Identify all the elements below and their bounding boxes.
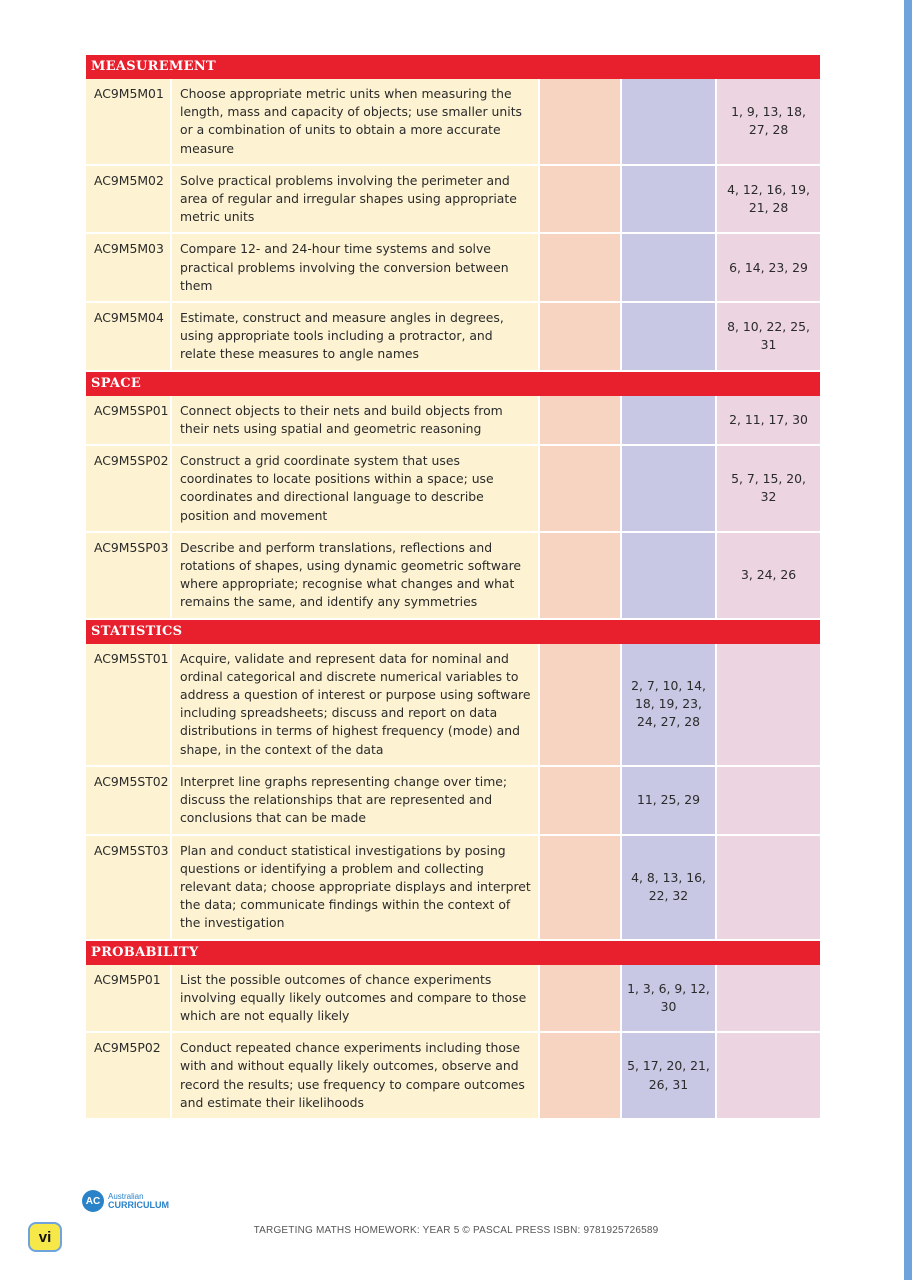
column-1-cell (540, 446, 622, 533)
column-1-cell (540, 303, 622, 372)
column-3-cell (717, 396, 820, 446)
outcome-code (86, 303, 172, 372)
outcome-code-text: AC9M5M02 (94, 172, 164, 188)
outcome-code (86, 965, 172, 1034)
column-2-cell (622, 1033, 717, 1120)
column-2-cell (622, 644, 717, 767)
section-title: PROBABILITY (86, 941, 820, 965)
outcome-description (172, 446, 540, 533)
outcome-description (172, 1033, 540, 1120)
outcome-description-text: Acquire, validate and represent data for nominal and ordinal categorical and discrete numerical variables to address a question of interest or purpose using software including spreadsheets; discuss and report on data distributions in terms of highest frequency (mode) and shape, in the context of the data (180, 650, 531, 757)
ac-logo-icon: AC (82, 1190, 104, 1212)
outcome-description-text: Describe and perform translations, reflections and rotations of shapes, using dynamic geometric software where appropriate; recognise what changes and what remains the same, and identify any symmetries (180, 539, 522, 610)
outcome-code (86, 1033, 172, 1120)
outcome-code (86, 446, 172, 533)
column-2-cell (622, 836, 717, 941)
outcome-description-text: Choose appropriate metric units when measuring the length, mass and capacity of objects; use smaller units or a combination of units to obtain a more accurate measure (180, 86, 523, 156)
outcome-description (172, 965, 540, 1034)
column-1-cell (540, 836, 622, 941)
column-3-cell (717, 166, 820, 235)
column-2-cell (622, 965, 717, 1034)
section-header-row (86, 55, 820, 79)
section-title: MEASUREMENT (86, 55, 820, 79)
table-row (86, 767, 820, 836)
column-1-cell (540, 1033, 622, 1120)
column-1-cell (540, 533, 622, 620)
column-3-cell-text: 4, 12, 16, 19, 21, 28 (727, 181, 810, 216)
column-3-cell (717, 1033, 820, 1120)
table-row (86, 644, 820, 767)
column-3-cell (717, 234, 820, 303)
column-2-cell-text: 4, 8, 13, 16, 22, 32 (631, 869, 706, 903)
outcome-description-text: Interpret line graphs representing change over time; discuss the relationships that are represented and conclusions that can be made (180, 773, 508, 826)
outcome-description-text: List the possible outcomes of chance experiments involving equally likely outcomes and compare to those which are not equally likely (180, 971, 527, 1023)
column-1-cell (540, 234, 622, 303)
column-3-cell-text: 3, 24, 26 (740, 567, 797, 583)
logo-line2: CURRICULUM (108, 1200, 169, 1210)
column-2-cell (622, 234, 717, 303)
table-row (86, 234, 820, 303)
table-row (86, 1033, 820, 1120)
outcome-code (86, 644, 172, 767)
column-1-cell (540, 79, 622, 166)
table-row (86, 965, 820, 1034)
column-3-cell-text: 6, 14, 23, 29 (729, 259, 808, 275)
column-3-cell (717, 303, 820, 372)
outcome-description (172, 234, 540, 303)
column-3-cell (717, 767, 820, 836)
outcome-description-text: Conduct repeated chance experiments including those with and without equally likely outcomes, observe and record the results; use frequency to compare outcomes and estimate their likelihoods (180, 1040, 525, 1110)
outcome-code-text: AC9M5M01 (94, 86, 164, 101)
outcome-description (172, 767, 540, 836)
column-3-cell (717, 965, 820, 1034)
logo-line1: Australian (108, 1192, 144, 1201)
column-2-cell-text: 5, 17, 20, 21, 26, 31 (627, 1058, 710, 1092)
table-row (86, 446, 820, 533)
outcome-code (86, 767, 172, 836)
column-1-cell (540, 965, 622, 1034)
page-number-badge: vi (28, 1222, 62, 1252)
column-3-cell (717, 644, 820, 767)
outcome-description-text: Connect objects to their nets and build objects from their nets using spatial and geometric reasoning (180, 402, 503, 436)
column-1-cell (540, 767, 622, 836)
table-row (86, 836, 820, 941)
outcome-description (172, 533, 540, 620)
outcome-code (86, 836, 172, 941)
outcome-description (172, 166, 540, 235)
outcome-code-text: AC9M5ST02 (94, 773, 169, 789)
outcome-code-text: AC9M5ST03 (94, 842, 169, 858)
outcome-code-text: AC9M5ST01 (94, 650, 169, 666)
column-2-cell (622, 396, 717, 446)
outcome-code-text: AC9M5SP02 (94, 453, 169, 469)
outcome-description (172, 303, 540, 372)
outcome-description-text: Compare 12- and 24-hour time systems and solve practical problems involving the conversion between them (180, 241, 509, 293)
outcome-code (86, 533, 172, 620)
section-header-row (86, 620, 820, 644)
outcome-description-text: Plan and conduct statistical investigations by posing questions or identifying a problem and collecting relevant data; choose appropriate displays and interpret the data; communicate findings within the context of the investigation (180, 842, 531, 931)
footer-copyright: TARGETING MATHS HOMEWORK: YEAR 5 © PASCAL PRESS ISBN: 9781925726589 (253, 1225, 659, 1236)
outcome-description (172, 79, 540, 166)
table-row (86, 396, 820, 446)
outcome-code-text: AC9M5SP01 (94, 402, 169, 418)
column-2-cell (622, 767, 717, 836)
column-3-cell-text: 8, 10, 22, 25, 31 (727, 319, 810, 353)
outcome-description-text: Solve practical problems involving the perimeter and area of regular and irregular shapes using appropriate metric units (180, 172, 517, 225)
column-3-cell (717, 836, 820, 941)
table-row (86, 303, 820, 372)
column-3-cell (717, 446, 820, 533)
column-2-cell-text: 1, 3, 6, 9, 12, 30 (627, 980, 710, 1014)
column-3-cell (717, 533, 820, 620)
outcome-description (172, 644, 540, 767)
section-title: STATISTICS (86, 620, 820, 644)
column-3-cell-text: 2, 11, 17, 30 (729, 411, 808, 427)
section-header-row (86, 941, 820, 965)
outcome-code-text: AC9M5P02 (94, 1040, 161, 1056)
column-2-cell-text: 11, 25, 29 (636, 792, 701, 808)
logo-text (108, 1192, 169, 1210)
table-row (86, 533, 820, 620)
outcome-description (172, 836, 540, 941)
outcome-description-text: Estimate, construct and measure angles in degrees, using appropriate tools including a protractor, and relate these measures to angle names (180, 310, 504, 362)
column-3-cell-text: 1, 9, 13, 18, 27, 28 (731, 104, 806, 138)
column-2-cell (622, 79, 717, 166)
outcome-code-text: AC9M5M03 (94, 241, 164, 257)
australian-curriculum-logo (82, 1190, 169, 1212)
column-3-cell (717, 79, 820, 166)
outcome-description (172, 396, 540, 446)
curriculum-table (86, 55, 820, 1120)
column-3-cell-text: 5, 7, 15, 20, 32 (731, 471, 806, 505)
outcome-code (86, 396, 172, 446)
column-1-cell (540, 644, 622, 767)
outcome-code (86, 166, 172, 235)
section-header-row (86, 372, 820, 396)
curriculum-table-body (86, 55, 820, 1120)
outcome-code-text: AC9M5M04 (94, 310, 164, 326)
outcome-code (86, 234, 172, 303)
side-stripe (904, 0, 912, 1280)
column-1-cell (540, 396, 622, 446)
column-2-cell-text: 2, 7, 10, 14, 18, 19, 23, 24, 27, 28 (631, 677, 706, 730)
outcome-code (86, 79, 172, 166)
table-row (86, 166, 820, 235)
outcome-code-text: AC9M5SP03 (94, 539, 169, 555)
section-title: SPACE (86, 372, 820, 396)
column-2-cell (622, 166, 717, 235)
column-1-cell (540, 166, 622, 235)
column-2-cell (622, 446, 717, 533)
table-row (86, 79, 820, 166)
outcome-description-text: Construct a grid coordinate system that uses coordinates to locate positions within a space; use coordinates and directional language to describe position and movement (180, 453, 494, 523)
outcome-code-text: AC9M5P01 (94, 971, 161, 987)
column-2-cell (622, 303, 717, 372)
column-2-cell (622, 533, 717, 620)
